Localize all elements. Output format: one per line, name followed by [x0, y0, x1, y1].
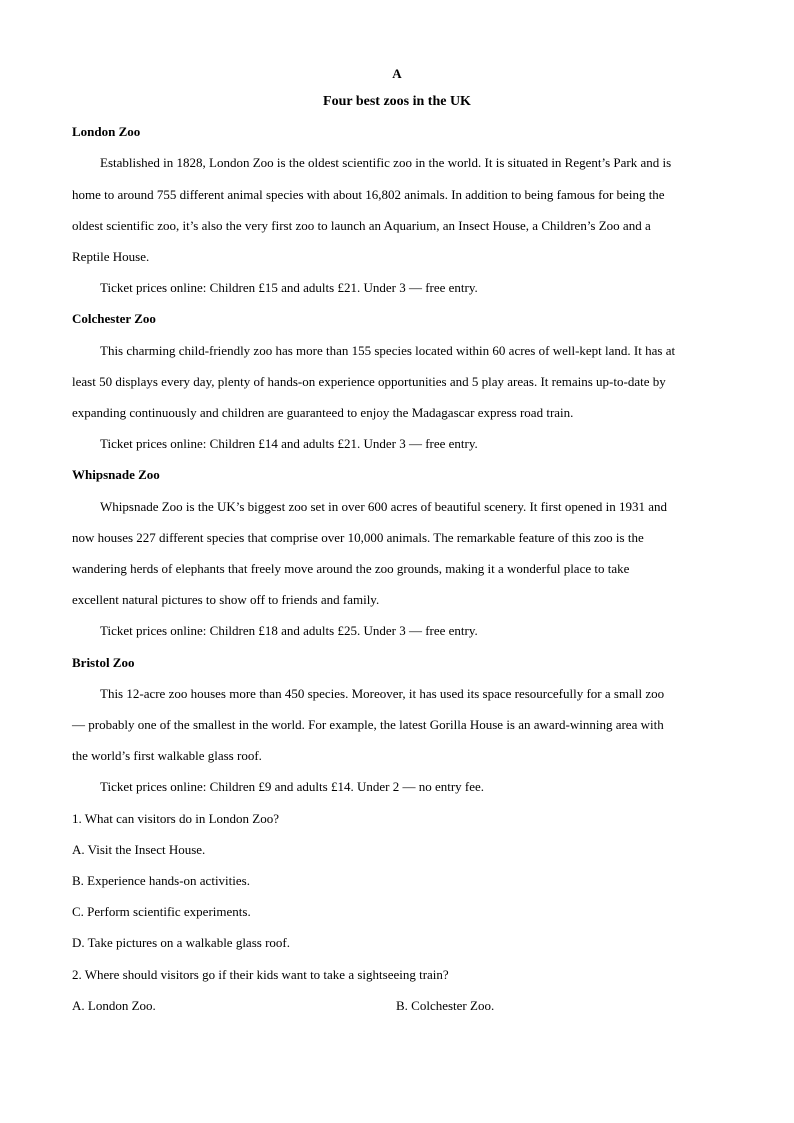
- passage-label: A: [392, 66, 402, 81]
- london-zoo-line-1: Established in 1828, London Zoo is the oldest scientific zoo in the world. It is situated in Regent’s Park and is: [100, 155, 672, 170]
- question-2-stem: 2. Where should visitors go if their kids want to take a sightseeing train?: [72, 967, 449, 982]
- colchester-zoo-line-3: expanding continuously and children are guaranteed to enjoy the Madagascar express road train.: [72, 405, 574, 420]
- london-zoo-line-4: Reptile House.: [72, 249, 150, 264]
- section-heading-bristol-zoo: Bristol Zoo: [72, 655, 135, 670]
- question-1-option-a: A. Visit the Insect House.: [72, 842, 206, 857]
- whipsnade-zoo-line-1: Whipsnade Zoo is the UK’s biggest zoo set in over 600 acres of beautiful scenery. It first opened in 1931 and: [100, 499, 668, 514]
- question-1-option-b: B. Experience hands-on activities.: [72, 873, 250, 888]
- section-heading-whipsnade-zoo: Whipsnade Zoo: [72, 467, 160, 482]
- whipsnade-zoo-line-4: excellent natural pictures to show off to friends and family.: [72, 592, 380, 607]
- whipsnade-zoo-line-2: now houses 227 different species that comprise over 10,000 animals. The remarkable feature of this zoo is the: [72, 530, 644, 545]
- question-1-option-c: C. Perform scientific experiments.: [72, 904, 251, 919]
- colchester-zoo-tickets: Ticket prices online: Children £14 and adults £21. Under 3 — free entry.: [100, 436, 478, 451]
- section-heading-colchester-zoo: Colchester Zoo: [72, 311, 156, 326]
- section-heading-london-zoo: London Zoo: [72, 124, 141, 139]
- whipsnade-zoo-tickets: Ticket prices online: Children £18 and adults £25. Under 3 — free entry.: [100, 623, 478, 638]
- london-zoo-line-2: home to around 755 different animal species with about 16,802 animals. In addition to being famous for being the: [72, 187, 665, 202]
- bristol-zoo-line-1: This 12-acre zoo houses more than 450 species. Moreover, it has used its space resourcefully for a small zoo: [100, 686, 665, 701]
- colchester-zoo-line-1: This charming child-friendly zoo has more than 155 species located within 60 acres of well-kept land. It has at: [100, 343, 676, 358]
- london-zoo-tickets: Ticket prices online: Children £15 and adults £21. Under 3 — free entry.: [100, 280, 478, 295]
- question-2-option-a: A. London Zoo.: [72, 998, 156, 1013]
- question-2-option-b: B. Colchester Zoo.: [396, 998, 495, 1013]
- bristol-zoo-line-3: the world’s first walkable glass roof.: [72, 748, 262, 763]
- bristol-zoo-tickets: Ticket prices online: Children £9 and adults £14. Under 2 — no entry fee.: [100, 779, 485, 794]
- bristol-zoo-line-2: — probably one of the smallest in the world. For example, the latest Gorilla House is an award-winning area with: [72, 717, 664, 732]
- whipsnade-zoo-line-3: wandering herds of elephants that freely move around the zoo grounds, making it a wonderful place to take: [72, 561, 630, 576]
- question-1-option-d: D. Take pictures on a walkable glass roof.: [72, 935, 290, 950]
- colchester-zoo-line-2: least 50 displays every day, plenty of hands-on experience opportunities and 5 play areas. It remains up-to-date by: [72, 374, 666, 389]
- passage-title: Four best zoos in the UK: [323, 94, 471, 109]
- question-1-stem: 1. What can visitors do in London Zoo?: [72, 811, 280, 826]
- london-zoo-line-3: oldest scientific zoo, it’s also the very first zoo to launch an Aquarium, an Insect House, a Children’s Zoo and a: [72, 218, 651, 233]
